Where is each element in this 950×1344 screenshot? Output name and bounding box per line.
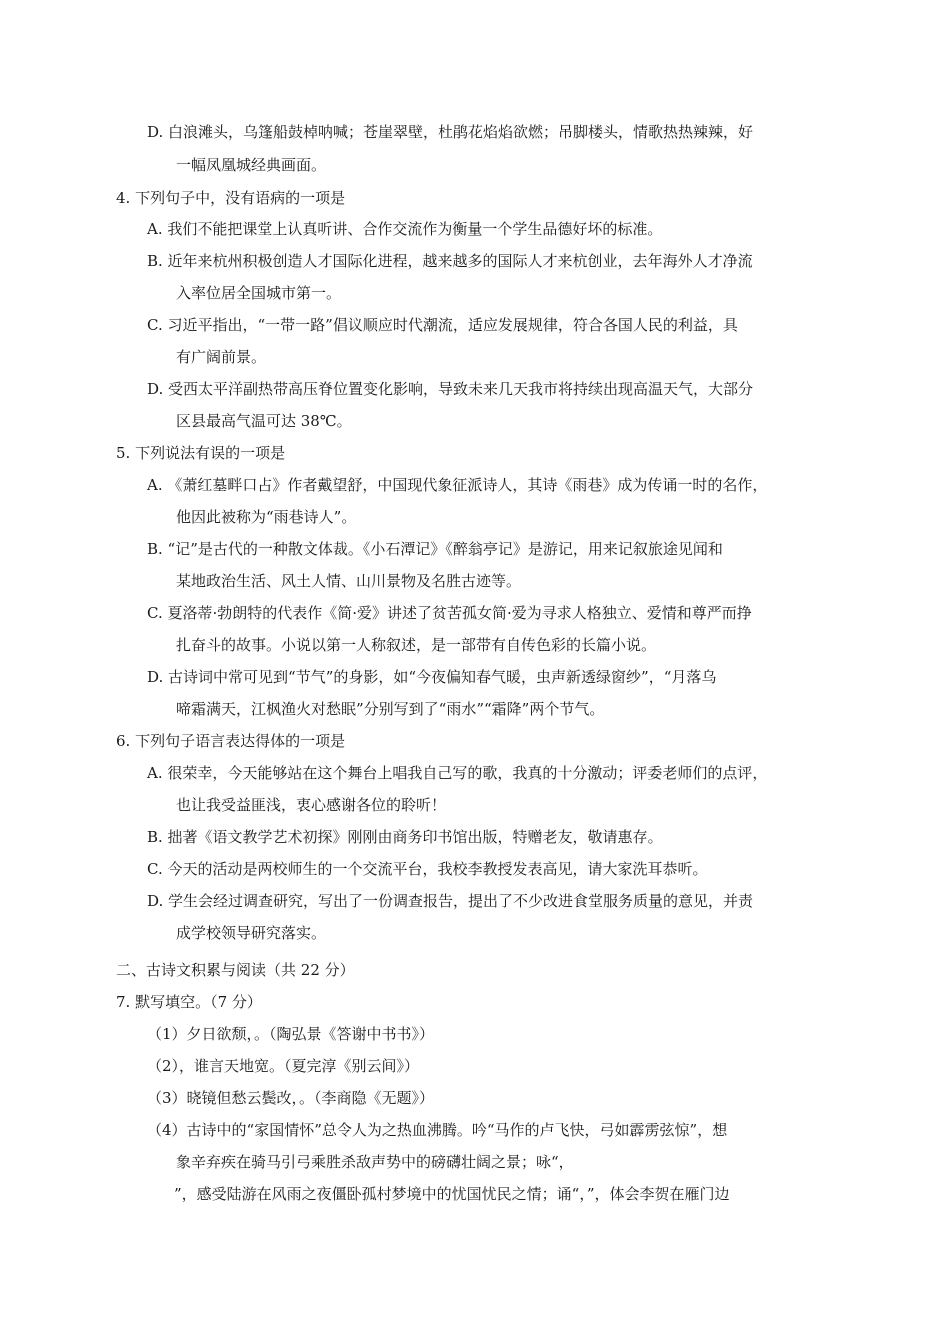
q6-option-c: C. 今天的活动是两校师生的一个交流平台，我校李教授发表高见，请大家洗耳恭听。 [147,860,708,878]
q7-item-3: （3）晓镜但愁云鬓改，。（李商隐《无题》） [147,1089,435,1107]
q4-option-b: B. 近年来杭州积极创造人才国际化进程，越来越多的国际人才来杭创业，去年海外人才净流 [147,252,753,270]
q4-option-c-cont: 有广阔前景。 [176,348,267,366]
q4-stem: 4. 下列句子中，没有语病的一项是 [116,189,346,207]
q7-item-4-cont-1: 象辛弃疾在骑马引弓乘胜杀敌声势中的磅礴壮阔之景；咏“， [176,1153,574,1171]
q6-option-d: D. 学生会经过调查研究，写出了一份调查报告，提出了不少改进食堂服务质量的意见，并责 [147,892,754,910]
q4-option-d-cont: 区县最高气温可达 38℃。 [176,412,352,430]
q5-option-b-cont: 某地政治生活、风土人情、山川景物及名胜古迹等。 [176,572,522,590]
q3-option-d: D. 白浪滩头，乌篷船鼓棹呐喊；苍崖翠壁，杜鹃花焰焰欲燃；吊脚楼头，情歌热热辣辣，好 [147,123,754,141]
q7-item-4: （4）古诗中的“家国情怀”总令人为之热血沸腾。吟“马作的卢飞快，弓如霹雳弦惊”，想 [147,1121,728,1139]
q7-item-2: （2），谁言天地宽。（夏完淳《别云间》） [147,1057,420,1075]
q5-option-a-cont: 他因此被称为“雨巷诗人”。 [176,508,357,526]
q6-option-a: A. 很荣幸，今天能够站在这个舞台上唱我自己写的歌，我真的十分激动；评委老师们的点评， [147,764,768,782]
section-heading: 二、古诗文积累与阅读（共 22 分） [116,961,355,979]
q5-option-b: B. “记”是古代的一种散文体裁。《小石潭记》《醉翁亭记》是游记，用来记叙旅途见闻和 [147,540,723,558]
q5-option-c-cont: 扎奋斗的故事。小说以第一人称叙述，是一部带有自传色彩的长篇小说。 [176,636,657,654]
q4-option-c: C. 习近平指出，“一带一路”倡议顺应时代潮流，适应发展规律，符合各国人民的利益，具 [147,316,738,334]
q7-item-1: （1）夕日欲颓，。（陶弘景《答谢中书书》） [147,1025,435,1043]
q6-option-b: B. 拙著《语文教学艺术初探》刚刚由商务印书馆出版，特赠老友，敬请惠存。 [147,828,663,846]
q3-option-d-cont: 一幅凤凰城经典画面。 [176,156,327,174]
q6-stem: 6. 下列句子语言表达得体的一项是 [116,732,346,750]
q6-option-d-cont: 成学校领导研究落实。 [176,924,327,942]
q5-stem: 5. 下列说法有误的一项是 [116,444,286,462]
q5-option-c: C. 夏洛蒂·勃朗特的代表作《简·爱》讲述了贫苦孤女简·爱为寻求人格独立、爱情和尊严而挣 [147,604,752,622]
q4-option-b-cont: 入率位居全国城市第一。 [176,284,342,302]
q7-item-4-cont-2: ”，感受陆游在风雨之夜僵卧孤村梦境中的忧国忧民之情；诵“，”，体会李贺在雁门边 [174,1185,730,1203]
q5-option-a: A. 《萧红墓畔口占》作者戴望舒，中国现代象征派诗人，其诗《雨巷》成为传诵一时的名作， [147,476,768,494]
q5-option-d-cont: 啼霜满天，江枫渔火对愁眠”分别写到了“雨水”“霜降”两个节气。 [176,700,605,718]
q6-option-a-cont: 也让我受益匪浅，衷心感谢各位的聆听！ [176,796,447,814]
q5-option-d: D. 古诗词中常可见到“节气”的身影，如“今夜偏知春气暖，虫声新透绿窗纱”，“月落乌 [147,668,717,686]
q4-option-d: D. 受西太平洋副热带高压脊位置变化影响，导致未来几天我市将持续出现高温天气，大部分 [147,380,754,398]
q7-stem: 7. 默写填空。（7 分） [116,993,262,1011]
q4-option-a: A. 我们不能把课堂上认真听讲、合作交流作为衡量一个学生品德好坏的标准。 [147,220,663,238]
